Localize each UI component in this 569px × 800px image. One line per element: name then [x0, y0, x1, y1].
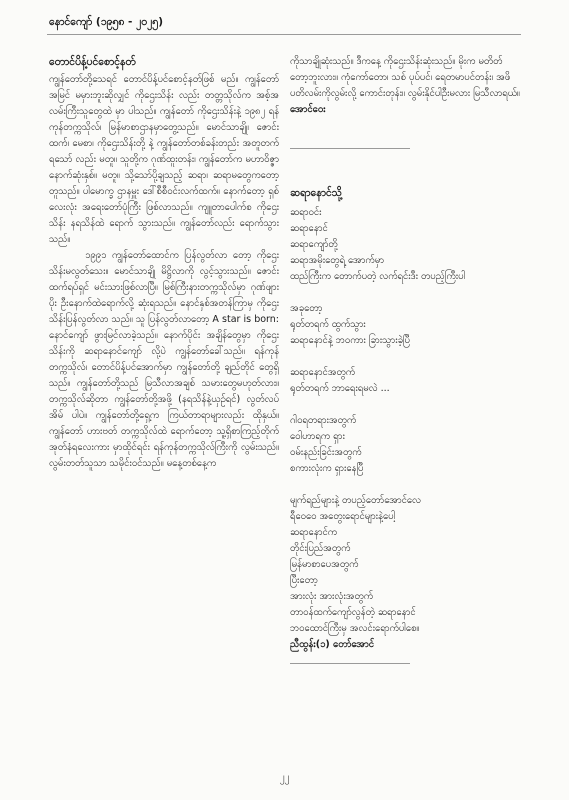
poem-line: ရုတ်တရက် ထွက်သွား — [290, 319, 366, 330]
running-header: နောင်ကျော် (၁၉၅၈ - ၂၀၂၅) — [49, 16, 163, 28]
poem-line: အခုတော့ — [290, 303, 323, 314]
paragraph-continued: ကိုသာချိုဆုံးသည်။ ဒီကနေ့ ကိုဌေးသိန်းဆုံးသည်။ မိုးက မတိတ်တော့ဘူးလား။ ကုံကော်တော၊ သစ် ပုပ်ပင်၊ ရေတမာပင်တန်း၊ အဖိပတိလမ်းကိုလွမ်းလို့ ကောင်းတုန်း။ လွမ်းနိုင်ပါဦးမလား မြသီလာရယ်။ — [290, 56, 520, 99]
right-column — [290, 54, 520, 664]
left-column — [49, 54, 279, 472]
poem-stanza-1 — [290, 205, 520, 285]
poem-line: စကားလုံးက ရှားနေပြီ — [290, 463, 364, 474]
bottom-divider — [290, 663, 410, 664]
poem-line: ဆရာနောင်က — [290, 527, 338, 538]
article-author: အောင်ဝေး — [290, 104, 326, 115]
poem-line: မျက်ရည်များနဲ့ တပည့်တော်အောင်လေ — [290, 495, 421, 506]
poem-stanza-2 — [290, 301, 520, 349]
poem-line: ပြီးတော့ — [290, 575, 318, 586]
header-divider — [47, 34, 521, 35]
poem-signature: ညီထွန်း(၁) တော်အောင် — [290, 639, 375, 650]
poem-line: အားလုံး အားလုံးအတွက် — [290, 591, 373, 602]
poem-line: တိုင်းပြည်အတွက် — [290, 543, 351, 554]
section-divider — [290, 148, 410, 149]
poem-line: ဆရာနောင်နဲ့ ဘဝကား ခြားသွားခဲ့ပြီ — [290, 335, 410, 346]
paragraph-2: ၁၉၉၁ ကျွန်တော်ထောင်က ပြန်လွတ်လာ တော့ ကိုဌေးသိန်းမလွတ်သေး။ မောင်သာချို မိဋ္ဌိလာကို လွင့်သွားသည်။ ဇောင်းထက်ရပ်ရှင် မင်းသားဖြစ်လာပြီ။ မြစ်ကြီးနားတက္ကသိုလ်မှာ ဂုဏ်ဖျားပိုး ဦးနောက်ထဲရောက်လို့ ဆုံးရသည်။ နောင်နှစ်အတန်ကြာမှ ကိုဌေးသိန်းပြန်လွတ်လာ သည်။ သူ ပြန်လွတ်လာတော့ A star is born: နောင်ကျော် ဖွားမြင်လာခဲ့သည်။ နောက်ပိုင်း အချိန်တွေမှာ ကိုဌေးသိန်းကို ဆရာနောင်ကျော် လို့ပဲ ကျွန်တော်ခေါ်သည်။ ရန်ကုန်တက္ကသိုလ်၊ တောင်ပိန့်ပင်အောက်မှာ ကျွန်တော်တို့ ချည်တိုင် တွေရှိသည်။ ကျွန်တော်တို့သည် မြသီလာအချစ် သမားတွေမဟုတ်လား။ တက္ကသိုလ်ဆိုတာ ကျွန်တော်တို့အဖို့ (နရသိန်နဲ့ယှဉ်ရင်) လွတ်လပ်အိမ် ပါပဲ။ ကျွန်တော်တို့ရှေ့က ကြယ်တာရာများလည်း ထိုနှယ်။ ကျွန်တော် ဟားဗတ် တက္ကသိုလ်ထဲ ရောက်တော့ သူ့ရှိစာကြည့်တိုက် အုတ်နံရလေးကား မှာထိုင်ရင်း ရန်ကုန်တက္ကသိုလ်ကြီးကို လွမ်းသည်။ လွမ်းတတ်သူသာ သမိုင်းဝင်သည်။ မနေ့တစ်နေ့က — [49, 250, 279, 469]
poem-line: ဝေါဟာရက ရှား — [290, 431, 345, 442]
poem-line: ဝမ်းနည်းခြင်းအတွက် — [290, 447, 362, 458]
poem-line: ဆရာနောင် — [290, 223, 328, 234]
poem-line: ဆရာဝင်း — [290, 207, 322, 218]
poem-line: ထည်ကြီးက တောက်ပတဲ့ လက်ရင်းဒီး တပည့်ကြီးပါ — [290, 271, 466, 282]
paragraph-1: ကျွန်တော်တို့သေရင် တောင်ပိန့်ပင်စောင့်နတ်ဖြစ် မည်။ ကျွန်တော်အမြင် မမှားဘူးဆိုလျှင် ကိုဌေးသိန်း လည်း တတ္တသိုလ်က အစ့်အလမ်းကြီးသူတွေထဲ မှာ ပါသည်။ ကျွန်တော် ကိုဌေးသိန်းနဲ့ ၁၉၈၂ ရန်ကုန်တက္ကသိုလ်၊ မြန်မာစာဌာနမှာတွေ့သည်။ မောင်သာချို၊ ဇောင်းထက်၊ မေစာ၊ ကိုဌေးသိန်းတို့ နဲ့ ကျွန်တော်တစ်ခန်းတည်း အတူတက်ရသော် လည်း မတူ။ သူတို့က ဂုဏ်ထူးတန်း၊ ကျွန်တော်က မဟာဝိဇ္ဇာနောက်ဆုံးနှစ်။ မတူ။ သို့သော်ပို့ချသည့် ဆရာ၊ ဆရာမတွေကတော့ တူသည်။ ပါမောက္ခ ဌာနမှူး ဒေါ်စီစီဝင်းလက်ထက်။ နောက်တော့ ရှစ်လေးလုံး အရေးတော်ပုံကြီး ဖြစ်လာသည်။ ကျူတာပေါက်စ ကိုဌေးသိန်း နရသိန်ထဲ ရောက် သွားသည်။ ကျွန်တော်လည်း ရောက်သွားသည်။ — [49, 74, 279, 245]
poem-line: ဆရာအမိုးတွေရဲ့ အောက်မှာ — [290, 255, 385, 266]
poem-line: ဂါဝရတရားအတွက် — [290, 415, 357, 426]
poem-line: မြန်မာစာပေအတွက် — [290, 559, 359, 570]
poem-stanza-3 — [290, 365, 520, 397]
poem-line: ဘဝထောင်ကြီးမှ အလင်းရောက်ပါစေ။ — [290, 623, 420, 634]
poem-stanza-4 — [290, 413, 520, 477]
poem-title: ဆရာနောင်သို့ — [290, 187, 342, 199]
poem-stanza-5 — [290, 493, 520, 637]
poem-line: ဆရာနောင်အတွက် — [290, 367, 356, 378]
poem-line: တာဝန်ထက်ကျော်လွန်တဲ့ ဆရာနောင် — [290, 607, 416, 618]
article-heading: တောင်ပိန့်ပင်စောင့်နတ် — [49, 56, 136, 68]
poem-line: ဆရာကျော်တို့ — [290, 239, 338, 250]
poem-line: ရုတ်တရက် ဘာရေးရမလဲ ... — [290, 383, 390, 394]
page-number: ၂၂ — [279, 772, 290, 783]
poem-line: ရီဝေဝေ အတွေးရောင်များနဲ့ပေါ့ — [290, 511, 396, 522]
